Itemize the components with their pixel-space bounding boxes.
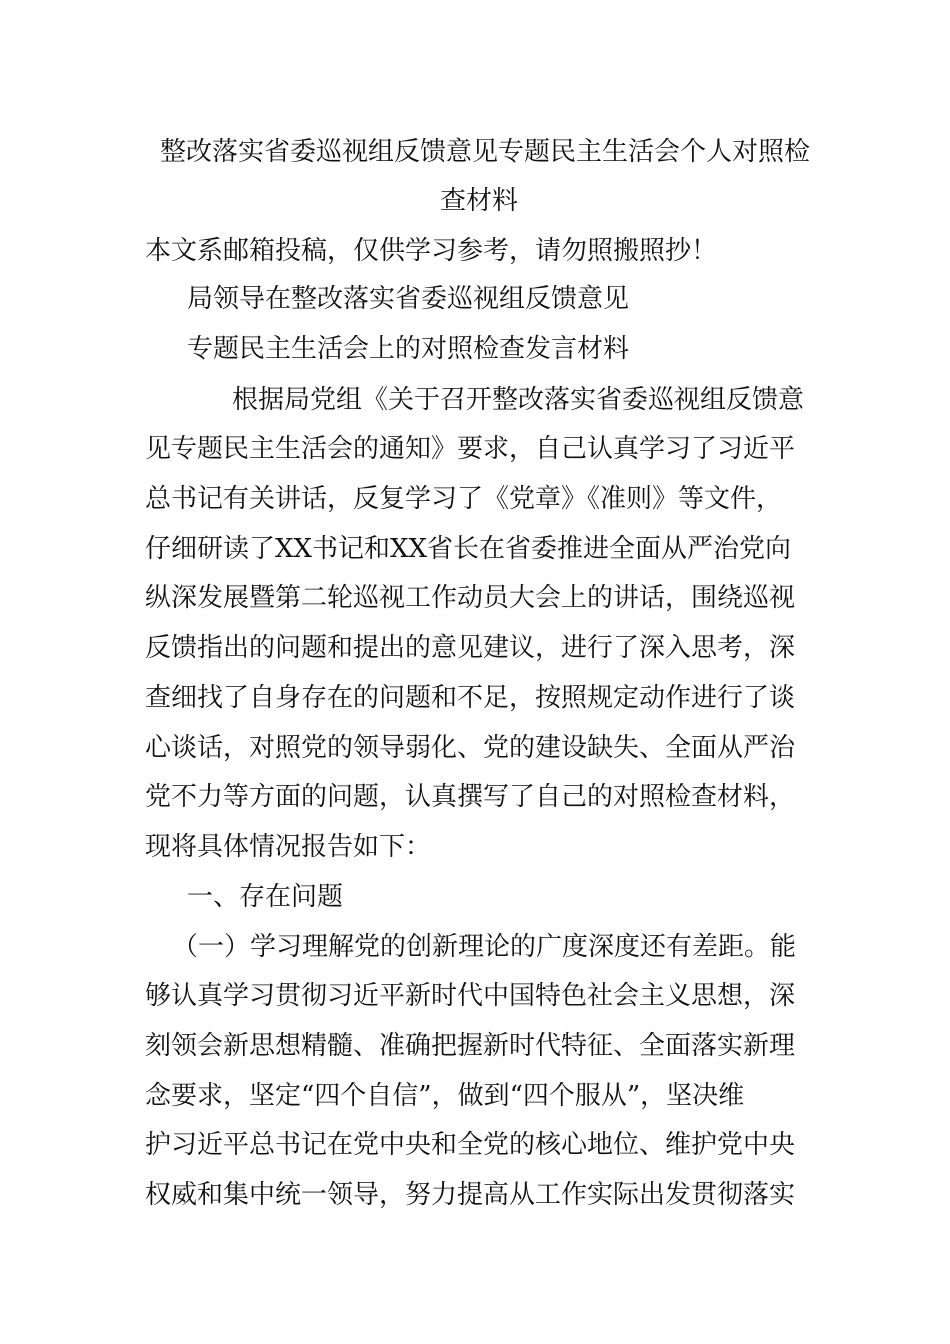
item-line: 够认真学习贯彻习近平新时代中国特色社会主义思想，深 (145, 981, 796, 1011)
subtitle-line-1: 局领导在整改落实省委巡视组反馈意见 (187, 284, 630, 314)
paragraph-line: 总书记有关讲话，反复学习了《党章》《准则》等文件， (145, 484, 783, 514)
section-heading: 一、存在问题 (187, 882, 344, 912)
paragraph-line: 查细找了自身存在的问题和不足，按照规定动作进行了谈 (145, 683, 796, 713)
document-title-line-1: 整改落实省委巡视组反馈意见专题民主生活会个人对照检 (160, 137, 811, 167)
item-line: 护习近平总书记在党中央和全党的核心地位、维护党中央 (145, 1130, 796, 1160)
paragraph-line: 反馈指出的问题和提出的意见建议，进行了深入思考，深 (145, 633, 796, 663)
disclaimer-note: 本文系邮箱投稿，仅供学习参考，请勿照搬照抄！ (145, 236, 718, 266)
paragraph-line: 心谈话，对照党的领导弱化、党的建设缺失、全面从严治 (145, 733, 796, 763)
paragraph-line: 纵深发展暨第二轮巡视工作动员大会上的讲话，围绕巡视 (145, 583, 796, 613)
paragraph-line: 现将具体情况报告如下： (145, 832, 432, 862)
document-title-line-2: 查材料 (440, 186, 519, 216)
subtitle-line-2: 专题民主生活会上的对照检查发言材料 (187, 334, 630, 364)
item-line: （一）学习理解党的创新理论的广度深度还有差距。能 (172, 932, 797, 962)
paragraph-line: 仔细研读了XX书记和XX省长在省委推进全面从严治党向 (145, 534, 792, 564)
paragraph-line: 见专题民主生活会的通知》要求，自己认真学习了习近平 (145, 434, 796, 464)
item-line: 念要求，坚定“四个自信”，做到“四个服从”，坚决维 (145, 1081, 745, 1111)
item-line: 刻领会新思想精髓、准确把握新时代特征、全面落实新理 (145, 1031, 796, 1061)
paragraph-line: 根据局党组《关于召开整改落实省委巡视组反馈意 (232, 385, 805, 415)
item-line: 权威和集中统一领导，努力提高从工作实际出发贯彻落实 (145, 1180, 796, 1210)
paragraph-line: 党不力等方面的问题，认真撰写了自己的对照检查材料， (145, 782, 796, 812)
